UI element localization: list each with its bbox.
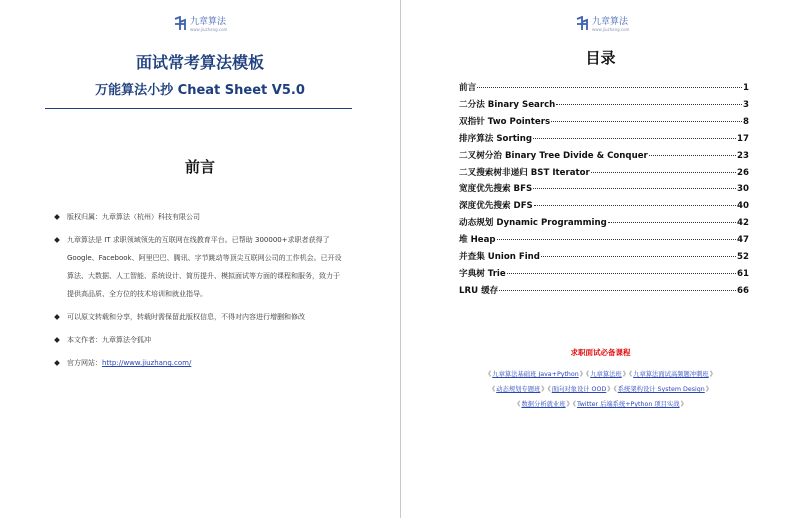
course-link[interactable]: 数据分析就业班: [521, 401, 566, 408]
toc-title: 目录: [585, 49, 616, 67]
title-divider: [45, 108, 352, 109]
toc-entry-page: 26: [737, 167, 749, 178]
toc-entry-page: 66: [737, 285, 749, 296]
document-title: 面试常考算法模板: [135, 53, 264, 72]
toc-entry-page: 40: [737, 201, 749, 212]
toc-entry-page: 3: [743, 99, 749, 110]
brand-logo-icon: [575, 16, 589, 32]
toc-entry[interactable]: [459, 233, 749, 250]
toc-leader: [551, 121, 742, 122]
brand-name: 九章算法: [592, 16, 629, 27]
preface-list: [55, 208, 345, 372]
brand-url: www.jiuzhang.com: [592, 26, 630, 32]
toc-leader: [591, 172, 736, 173]
toc-entry[interactable]: [459, 182, 749, 199]
brand-logo: [575, 16, 629, 32]
course-link[interactable]: 面向对象设计 OOD: [551, 386, 607, 393]
preface-item-reprint: 可以原文转载和分享，转载时需保留此版权信息，不得对内容进行增删和修改: [55, 308, 345, 326]
course-link[interactable]: 九章算法面试高频题冲刺班: [633, 371, 709, 378]
toc-entry-label: 深度优先搜索 DFS: [459, 201, 533, 212]
toc-entry[interactable]: [459, 267, 749, 284]
course-link[interactable]: 系统架构设计 System Design: [617, 386, 705, 393]
preface-item-about: 九章算法是 IT 求职领域领先的互联网在线教育平台。已帮助 300000+求职者获得了 Google、Facebook、阿里巴巴、腾讯、字节跳动等顶尖互联网公司的工作机会。已开设算法、大数据、人工智能、系统设计、简历提升、模拟面试等方面的课程和服务，致力于提供高品质、全方位的技术培训和就业指导。: [55, 231, 345, 303]
toc-leader: [497, 239, 736, 240]
toc-leader: [477, 87, 742, 88]
toc-entry-page: 23: [737, 150, 749, 161]
toc-entry[interactable]: [459, 166, 749, 183]
brand-url: www.jiuzhang.com: [190, 26, 228, 32]
toc-entry[interactable]: [459, 115, 749, 132]
brand-name: 九章算法: [190, 16, 227, 27]
toc-entry-label: 宽度优先搜索 BFS: [459, 184, 533, 195]
toc-entry[interactable]: [459, 284, 749, 301]
preface-heading: 前言: [184, 158, 215, 176]
toc-page: [401, 0, 800, 518]
toc-entry-page: 52: [737, 252, 749, 263]
toc-entry-page: 1: [743, 83, 749, 93]
preface-item-copyright: 版权归属：九章算法（杭州）科技有限公司: [55, 208, 345, 226]
toc-leader: [499, 290, 736, 291]
toc-entry[interactable]: [459, 149, 749, 166]
toc-entry-label: 二叉搜索树非递归 BST Iterator: [459, 167, 590, 178]
course-links-row: 《数据分析就业班》《Twitter 后端系统+Python 项目实战》: [514, 401, 687, 408]
toc-entry-label: 二叉树分治 Binary Tree Divide & Conquer: [459, 150, 648, 161]
toc-leader: [533, 138, 736, 139]
course-link[interactable]: Twitter 后端系统+Python 项目实战: [576, 401, 680, 408]
toc-entry-page: 30: [737, 184, 749, 195]
preface-item-author: 本文作者：九章算法令狐冲: [55, 331, 345, 349]
toc-entry-label: 前言: [459, 83, 477, 93]
toc-entry-label: LRU 缓存: [459, 285, 499, 296]
course-link[interactable]: 动态规划专题班: [496, 386, 541, 393]
toc-leader: [649, 155, 736, 156]
table-of-contents: [459, 81, 749, 301]
toc-entry[interactable]: [459, 216, 749, 233]
toc-entry[interactable]: [459, 98, 749, 115]
course-links-row: 《动态规划专题班》《面向对象设计 OOD》《系统架构设计 System Design》: [488, 386, 713, 393]
course-link[interactable]: 九章算法基础班 Java+Python: [492, 371, 579, 378]
toc-leader: [608, 222, 736, 223]
toc-leader: [556, 104, 742, 105]
toc-entry[interactable]: [459, 199, 749, 216]
toc-entry-label: 堆 Heap: [459, 235, 496, 246]
toc-leader: [507, 273, 736, 274]
toc-entry-page: 61: [737, 268, 749, 279]
courses-heading: 求职面试必备课程: [570, 348, 631, 357]
toc-entry-page: 42: [737, 218, 749, 229]
toc-entry-label: 动态规划 Dynamic Programming: [459, 218, 607, 229]
document-subtitle: 万能算法小抄 Cheat Sheet V5.0: [95, 83, 305, 98]
toc-entry-page: 8: [743, 116, 749, 127]
toc-leader: [533, 188, 736, 189]
toc-entry-page: 47: [737, 235, 749, 246]
brand-logo-icon: [173, 16, 187, 32]
website-label: 官方网站：: [67, 359, 102, 367]
toc-entry[interactable]: [459, 132, 749, 149]
brand-logo: [173, 16, 227, 32]
toc-entry-label: 排序算法 Sorting: [459, 133, 533, 144]
preface-item-website: [55, 354, 345, 372]
toc-entry-page: 17: [737, 133, 749, 144]
toc-entry[interactable]: [459, 81, 749, 98]
toc-entry[interactable]: [459, 250, 749, 267]
course-link[interactable]: 九章算法班: [590, 371, 622, 378]
course-links-row: 《九章算法基础班 Java+Python》《九章算法班》《九章算法面试高频题冲刺班》: [484, 371, 717, 378]
toc-leader: [541, 256, 736, 257]
website-link[interactable]: http://www.jiuzhang.com/: [102, 359, 192, 367]
toc-entry-label: 二分法 Binary Search: [459, 99, 556, 110]
toc-leader: [534, 205, 736, 206]
toc-entry-label: 字典树 Trie: [459, 268, 506, 279]
toc-entry-label: 并查集 Union Find: [459, 252, 540, 263]
toc-entry-label: 双指针 Two Pointers: [459, 116, 551, 127]
